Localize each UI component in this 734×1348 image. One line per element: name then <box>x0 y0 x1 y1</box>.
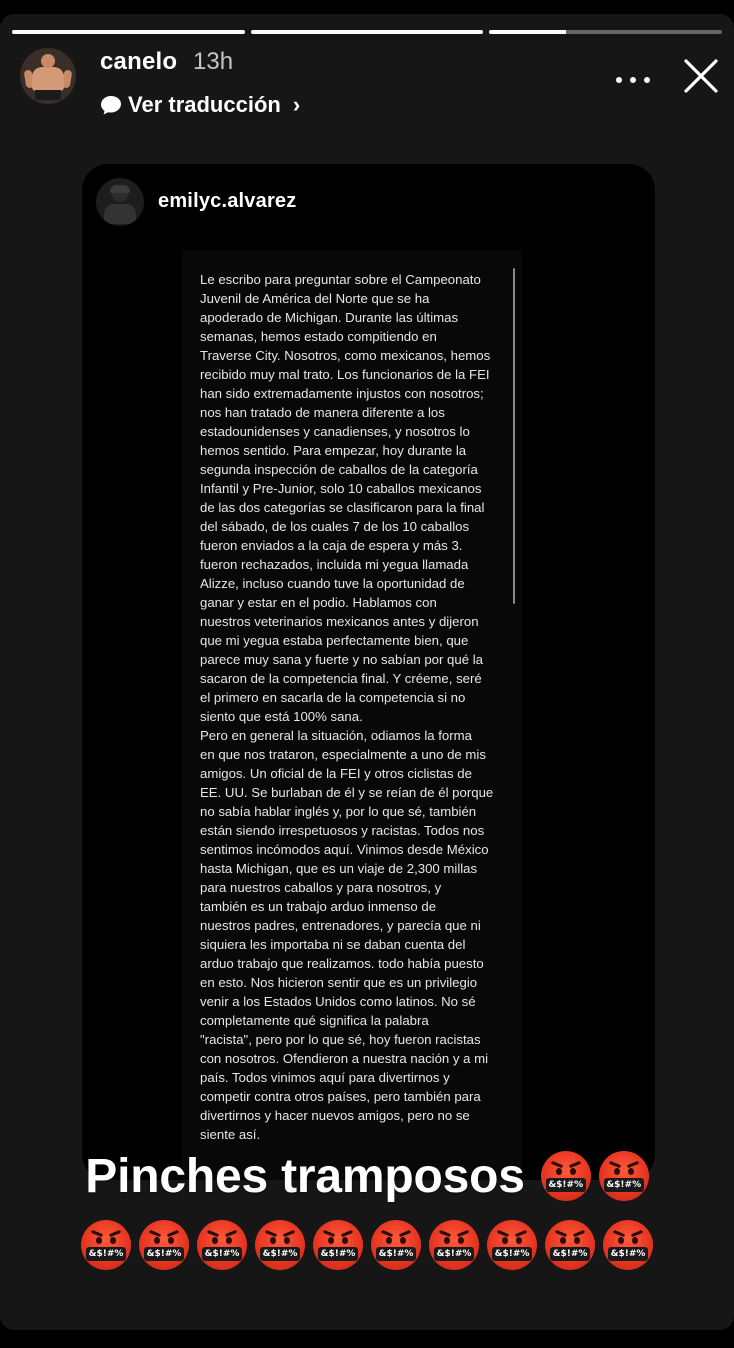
chevron-right-icon: › <box>292 92 301 117</box>
story-username[interactable]: canelo <box>100 48 178 75</box>
swearing-face-icon: &$!#% <box>313 1220 363 1270</box>
story-progress <box>12 30 722 34</box>
progress-fill <box>12 30 245 34</box>
note-text: Le escribo para preguntar sobre el Campeonato Juvenil de América del Norte que se ha apoderado de Michigan. Durante las últimas semanas, hemos estado compitiendo en Traverse City. Nosotros, como mexicanos, hemos recibido muy mal trato. Los funcionarios de la FEI han sido extremadamente injustos con nosotros; nos han tratado de manera diferente a los estadounidenses y canadienses, y nosotros lo hemos sentido. Para empezar, hoy durante la segunda inspección de caballos de la categoría Infantil y Pre-Junior, solo 10 caballos mexicanos de las dos categorías se clasificaron para la final del sábado, de los cuales 7 de los 10 caballos fueron enviados a la caja de espera y más 3. fueron rechazados, incluida mi yegua llamada Alizze, incluso cuando tuve la oportunidad de ganar y estar en el podio. Hablamos con nuestros veterinarios mexicanos antes y dijeron que mi yegua estaba perfectamente bien, que parece muy sana y fuerte y no sabían por qué la sacaron de la competencia final. Y créeme, seré el primero en sacarla de la competencia si no siento que está 100% sana. Pero en general la situación, odiamos la forma en que nos trataron, especialmente a uno de mis amigos. Un oficial de la FEI y otros ciclistas de EE. UU. Se burlaban de él y se reían de él porque no sabía hablar inglés y, por lo que sé, también están siendo irrespetuosos y racistas. Todos nos sentimos incómodos aquí. Vinimos desde México hasta Michigan, que es un viaje de 2,300 millas para nuestros caballos y para nosotros, y también es un trabajo arduo inmenso de nuestros padres, entrenadores, y parecía que ni siquiera les importaba ni se daban cuenta del arduo trabajo que realizamos. todo había puesto en esto. Nos hicieron sentir que es un privilegio venir a los Estados Unidos como latinos. No sé completamente qué significa la palabra "racista", pero por lo que sé, hoy fueron racistas con nosotros. Ofendieron a nuestra nación y a mi país. Todos vinimos aquí para divertirnos y competir contra otros países, pero también para divertirnos y hacer nuevos amigos, pero no se siente así. <box>200 272 494 1142</box>
swearing-face-icon: &$!#% <box>197 1220 247 1270</box>
progress-segment <box>489 30 722 34</box>
shared-post-username[interactable]: emilyc.alvarez <box>158 190 297 212</box>
progress-fill <box>489 30 566 34</box>
story-header <box>20 46 720 117</box>
close-icon[interactable] <box>683 58 719 94</box>
caption-line-1 <box>0 1144 734 1208</box>
swearing-face-icon: &$!#% <box>545 1220 595 1270</box>
avatar[interactable] <box>20 48 76 104</box>
more-options-icon[interactable] <box>616 74 650 86</box>
chat-bubble-icon <box>100 95 122 115</box>
translate-link[interactable] <box>100 92 300 118</box>
caption-line-2 <box>0 1220 734 1272</box>
story-time: 13h <box>193 48 234 75</box>
shared-post-card[interactable] <box>82 164 655 1180</box>
swearing-face-icon: &$!#% <box>487 1220 537 1270</box>
progress-segment <box>12 30 245 34</box>
swearing-face-icon: &$!#% <box>429 1220 479 1270</box>
swearing-face-icon: &$!#% <box>599 1151 649 1201</box>
caption-emoji-group <box>541 1151 649 1201</box>
progress-fill <box>251 30 484 34</box>
translate-label: Ver traducción <box>128 92 281 117</box>
swearing-face-icon: &$!#% <box>541 1151 591 1201</box>
swearing-face-icon: &$!#% <box>371 1220 421 1270</box>
swearing-face-icon: &$!#% <box>255 1220 305 1270</box>
shared-post-avatar[interactable] <box>96 178 144 226</box>
progress-segment <box>251 30 484 34</box>
caption-text: Pinches tramposos <box>85 1149 525 1203</box>
swearing-face-icon: &$!#% <box>603 1220 653 1270</box>
story-frame[interactable] <box>0 14 734 1330</box>
swearing-face-icon: &$!#% <box>139 1220 189 1270</box>
note-scrollbar <box>513 268 515 604</box>
swearing-face-icon: &$!#% <box>81 1220 131 1270</box>
